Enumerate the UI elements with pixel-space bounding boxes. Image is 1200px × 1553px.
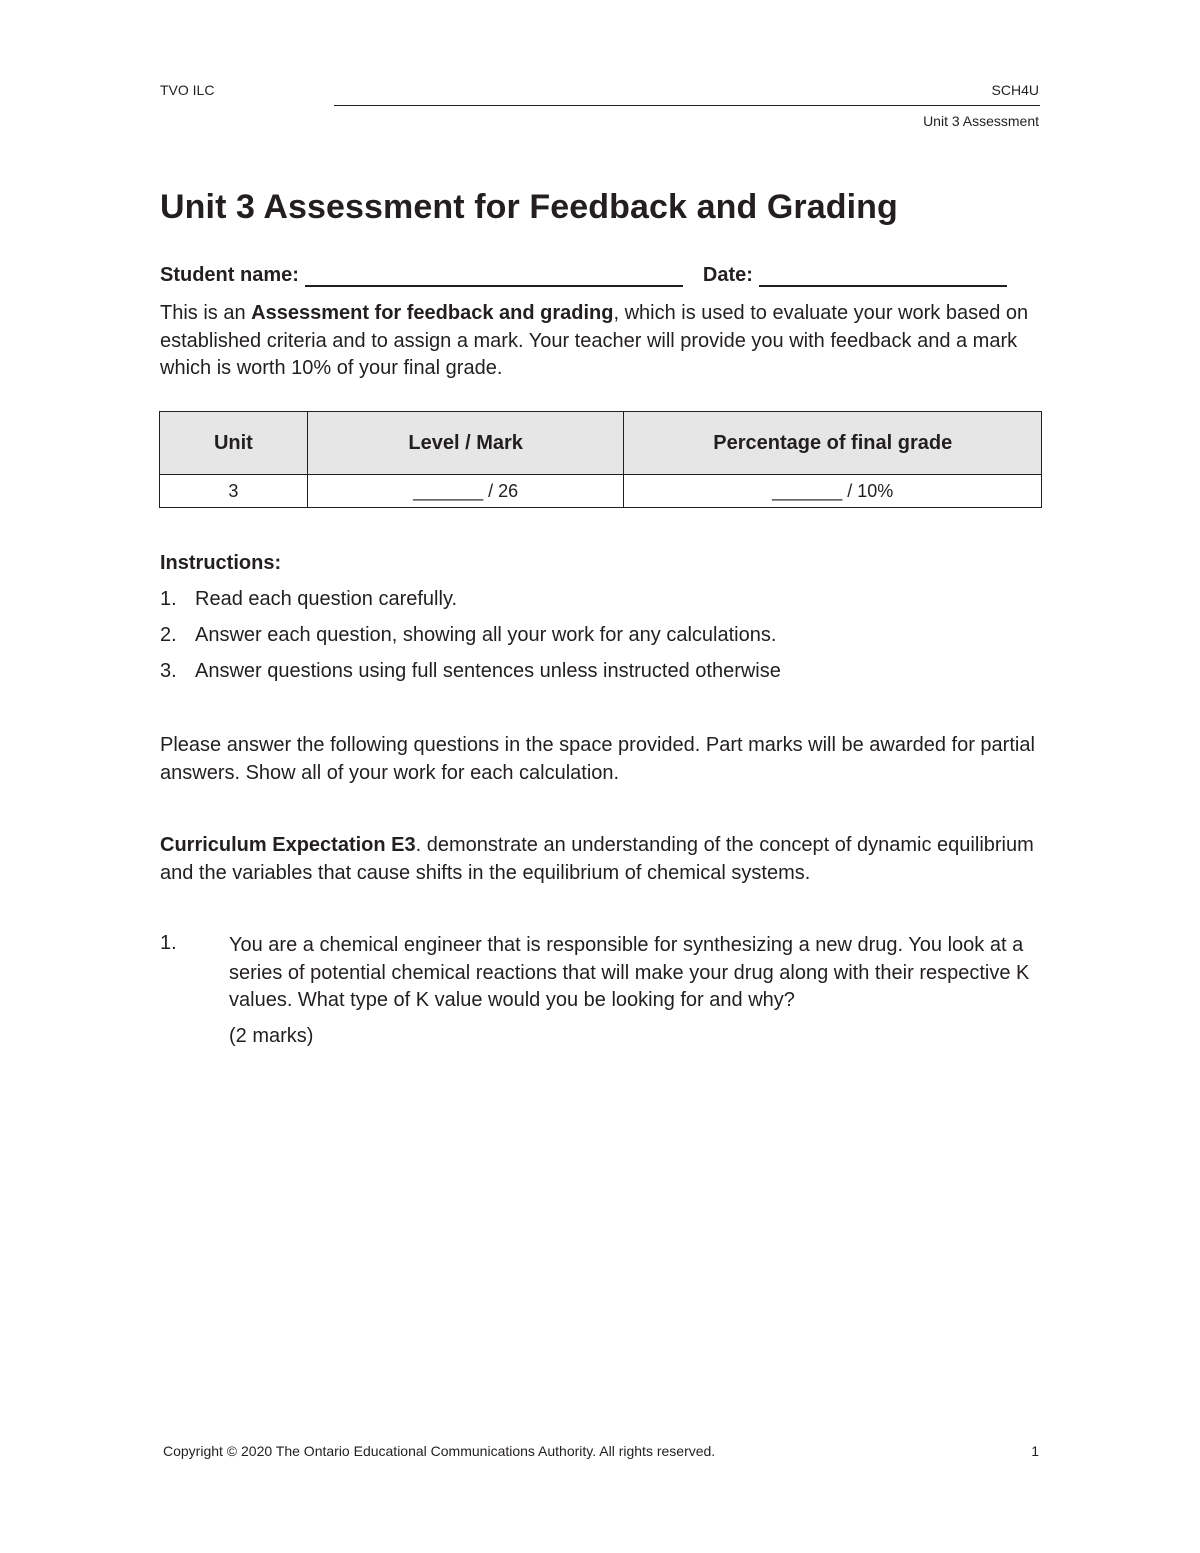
date-field[interactable] xyxy=(759,267,1007,287)
intro-prefix: This is an xyxy=(160,302,252,324)
curriculum-expectation-label: Curriculum Expectation E3 xyxy=(160,834,416,856)
list-item-text: Answer each question, showing all your work for any calculations. xyxy=(195,624,777,646)
list-item-text: Answer questions using full sentences unless instructed otherwise xyxy=(195,660,781,682)
column-header-percentage: Percentage of final grade xyxy=(624,412,1042,475)
intro-bold: Assessment for feedback and grading xyxy=(251,302,614,324)
list-item-number: 3. xyxy=(160,660,177,682)
column-header-unit: Unit xyxy=(160,412,308,475)
list-item xyxy=(160,588,781,624)
instructions-list xyxy=(160,588,781,696)
column-header-level-mark: Level / Mark xyxy=(307,412,624,475)
cell-unit: 3 xyxy=(160,475,308,508)
curriculum-expectation-text: . demonstrate an understanding of the concept of dynamic equilibrium and the variables that cause shifts in the equilibrium of chemical systems. xyxy=(160,834,1034,884)
date-label: Date: xyxy=(702,264,753,286)
answer-instructions-paragraph: Please answer the following questions in the space provided. Part marks will be awarded for partial answers. Show all of your work for each calculation. xyxy=(160,734,1035,784)
cell-percentage: _______ / 10% xyxy=(624,475,1042,508)
curriculum-expectation xyxy=(160,832,1040,887)
list-item-text: Read each question carefully. xyxy=(195,588,458,610)
cell-level-mark: _______ / 26 xyxy=(307,475,624,508)
header-rule xyxy=(334,105,1040,106)
student-name-field[interactable] xyxy=(305,267,683,287)
question-1-number: 1. xyxy=(160,932,177,954)
header-subtitle: Unit 3 Assessment xyxy=(923,113,1039,129)
grade-table-header-row xyxy=(160,412,1042,475)
grade-table xyxy=(159,411,1042,508)
instructions-heading: Instructions: xyxy=(160,552,282,574)
table-row xyxy=(160,475,1042,508)
list-item xyxy=(160,624,781,660)
student-name-label: Student name: xyxy=(160,264,299,286)
header-org: TVO ILC xyxy=(160,82,215,98)
student-info-row xyxy=(160,264,1040,287)
page-title: Unit 3 Assessment for Feedback and Grading xyxy=(160,188,898,226)
footer-copyright: Copyright © 2020 The Ontario Educational Communications Authority. All rights reserved. xyxy=(163,1443,716,1459)
list-item-number: 1. xyxy=(160,588,177,610)
intro-suffix: , which is used to evaluate your work based on established criteria and to assign a mark. Your teacher will provide you with feedback and a mark which is worth 10% of your final grade. xyxy=(160,302,1029,379)
intro-paragraph xyxy=(160,300,1040,383)
question-1-text: You are a chemical engineer that is responsible for synthesizing a new drug. You look at a series of potential chemical reactions that will make your drug along with their respective K values. What type of K value would you be looking for and why? xyxy=(229,934,1030,1011)
list-item xyxy=(160,660,781,696)
header-course-code: SCH4U xyxy=(991,82,1039,98)
list-item-number: 2. xyxy=(160,624,177,646)
page-number: 1 xyxy=(1031,1443,1039,1459)
question-1-marks: (2 marks) xyxy=(229,1025,314,1047)
